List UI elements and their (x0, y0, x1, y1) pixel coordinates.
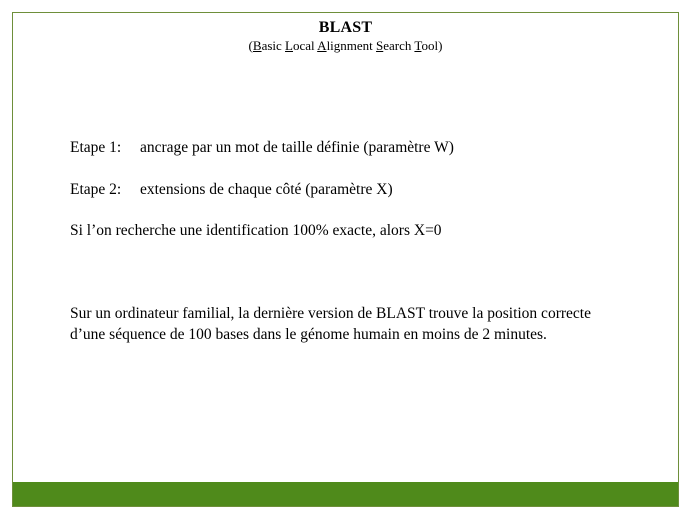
step-2-label: Etape 2: (70, 181, 122, 198)
subtitle-initial-s: S (376, 38, 384, 53)
subtitle-initial-b: B (252, 38, 262, 53)
footer-bar (13, 482, 678, 506)
subtitle-rest-t: ool (421, 38, 439, 53)
subtitle-close-paren: ) (438, 38, 443, 53)
subtitle-initial-a: A (317, 38, 327, 53)
slide-title: BLAST (318, 19, 373, 36)
step-1-label: Etape 1: (70, 139, 122, 156)
exact-match-note: Si l’on recherche une identification 100% exacte, alors X=0 (70, 222, 442, 239)
slide-subtitle (13, 38, 678, 54)
step-1 (70, 137, 454, 158)
subtitle-open-paren: ( (248, 38, 253, 53)
subtitle-rest-s: earch (383, 38, 415, 53)
subtitle-rest-a: lignment (326, 38, 377, 53)
slide-frame (12, 12, 679, 507)
subtitle-initial-l: L (285, 38, 293, 53)
subtitle-rest-l: ocal (292, 38, 318, 53)
step-2-text: extensions de chaque côté (paramètre X) (140, 181, 393, 198)
performance-paragraph: Sur un ordinateur familial, la dernière version de BLAST trouve la position correcte d’une séquence de 100 bases dans le génome humain en moins de 2 minutes. (70, 305, 591, 343)
step-1-text: ancrage par un mot de taille définie (paramètre W) (140, 139, 454, 156)
step-2 (70, 179, 393, 200)
subtitle-initial-t: T (414, 38, 422, 53)
subtitle-rest-b: asic (261, 38, 286, 53)
